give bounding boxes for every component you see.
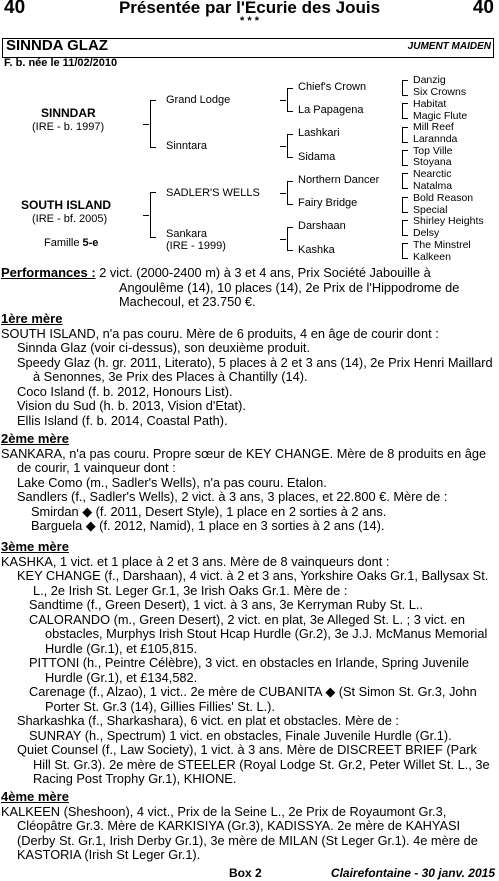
title-stars: * * *: [240, 15, 259, 27]
brace-gen2-dam: [150, 192, 151, 238]
gen4-13: Delsy: [413, 227, 440, 239]
gen4-4: Mill Reef: [413, 121, 454, 133]
dam-detail: (IRE - bf. 2005): [32, 213, 108, 225]
gen4-6: Top Ville: [413, 145, 453, 157]
gen2-2: SADLER'S WELLS: [166, 187, 260, 199]
family: Famille 5-e: [44, 237, 99, 249]
dam2-item: Barguela ◆ (f. 2012, Namid), 1 place en 3 sorties à 2 ans (14).: [31, 518, 385, 533]
dam3-item: Sandtime (f., Green Desert), 1 vict. à 3 ans, 3e Kerryman Ruby St. L..: [29, 597, 424, 612]
dam2-item: Sandlers (f., Sadler's Wells), 2 vict. à 3 ans, 3 places, et 22.800 €. Mère de :: [17, 489, 448, 504]
dam1-item: Sinnda Glaz (voir ci-dessus), son deuxième produit.: [17, 340, 311, 355]
dam2-heading: 2ème mère: [1, 431, 69, 446]
dam3-item: KEY CHANGE (f., Darshaan), 4 vict. à 2 et 3 ans, Yorkshire Oaks Gr.1, Ballysax St. L., 2e Irish St. Leger Gr.1, 3e Irish Oaks Gr.1. Mère de :: [17, 568, 489, 598]
dam3-section: [1, 540, 497, 787]
dam3-item: PITTONI (h., Peintre Célèbre), 3 vict. en obstacles en Irlande, Spring Juvenile Hurdle (Gr.1), et £134,582.: [29, 655, 470, 685]
gen4-5: Larannda: [413, 133, 458, 145]
dam3-item: Quiet Counsel (f., Law Society), 1 vict. à 3 ans. Mère de DISCREET BRIEF (Park Hill St. Gr.3). 2e mère de STEELER (Royal Lodge St. Gr.2, Peter Willet St. L., 3e Racing Post Trophy Gr.1), KHIONE.: [17, 742, 490, 786]
gen3-2: Lashkari: [298, 127, 340, 139]
page-title: Présentée par l'Ecurie des Jouis: [118, 0, 381, 17]
gen4-3: Magic Flute: [413, 110, 468, 122]
birth-info: F. b. née le 11/02/2010: [4, 57, 118, 69]
gen4-7: Stoyana: [413, 156, 452, 168]
gen3-1: La Papagena: [298, 104, 364, 116]
dam1-section: [1, 312, 497, 428]
gen3-7: Kashka: [298, 244, 335, 256]
dam1-intro: SOUTH ISLAND, n'a pas couru. Mère de 6 produits, 4 en âge de courir dont :: [1, 325, 439, 341]
dam3-intro: KASHKA, 1 vict. et 1 place à 2 et 3 ans. Mère de 8 vainqueurs dont :: [1, 553, 390, 569]
dam4-heading: 4ème mère: [1, 789, 69, 804]
gen4-0: Danzig: [413, 74, 446, 86]
gen3-4: Northern Dancer: [298, 174, 380, 186]
dam4-section: [1, 790, 497, 863]
sex-status: JUMENT MAIDEN: [407, 41, 491, 52]
sire-detail: (IRE - b. 1997): [32, 121, 105, 133]
gen4-1: Six Crowns: [413, 86, 467, 98]
dam2-intro: SANKARA, n'a pas couru. Propre sœur de KEY CHANGE. Mère de 8 produits en âge de courir, 1 vainqueur dont :: [1, 445, 487, 475]
gen2-0: Grand Lodge: [166, 94, 231, 106]
footer-sale: Clairefontaine - 30 janv. 2015: [330, 866, 495, 880]
horse-name: SINNDA GLAZ: [6, 37, 108, 54]
gen3-5: Fairy Bridge: [298, 197, 358, 209]
dam2-item: Smirdan ◆ (f. 2011, Desert Style), 1 place en 2 sorties à 2 ans.: [31, 503, 387, 519]
gen4-2: Habitat: [413, 98, 447, 110]
gen4-8: Nearctic: [413, 168, 452, 180]
gen2-1: Sinntara: [166, 140, 207, 152]
sire-name: SINNDAR: [41, 106, 96, 120]
dam1-item: Coco Island (f. b. 2012, Honours List).: [17, 383, 233, 399]
gen3-3: Sidama: [298, 151, 336, 163]
lot-number-right: 40: [472, 0, 494, 18]
dam3-heading: 3ème mère: [1, 539, 69, 554]
dam-name: SOUTH ISLAND: [21, 198, 111, 212]
dam3-item: SUNRAY (h., Spectrum) 1 vict. en obstacles, Finale Juvenile Hurdle (Gr.1).: [29, 727, 452, 743]
dam3-item: Sharkashka (f., Sharkashara), 6 vict. en plat et obstacles. Mère de :: [17, 713, 399, 728]
dam3-item: Carenage (f., Alzao), 1 vict.. 2e mère de CUBANITA ◆ (St Simon St. Gr.3, John Porter St. Gr.3 (14), Gillies Fillies' St. L.).: [29, 684, 477, 714]
dam2-item: Lake Como (m., Sadler's Wells), n'a pas couru. Etalon.: [17, 474, 327, 490]
gen3-0: Chief's Crown: [298, 81, 367, 93]
brace-gen2-sire: [150, 100, 151, 148]
performances: [1, 266, 497, 310]
dam1-item: Vision du Sud (h. b. 2013, Vision d'Etat).: [17, 398, 246, 413]
gen4-10: Bold Reason: [413, 192, 474, 204]
gen2-3: Sankara: [166, 228, 207, 240]
dam3-item: CALORANDO (m., Green Desert), 2 vict. en plat, 3e Alleged St. L. ; 3 vict. en obstacles, Murphys Irish Stout Hcap Hurdle (Gr.2), 3e J.J. McManus Memorial Hurdle (Gr.1), et £105,815.: [29, 611, 488, 656]
dam1-item: Speedy Glaz (h. gr. 2011, Literato), 5 places à 2 et 3 ans (14), 2e Prix Henri Maillard à Senonnes, 3e Prix des Places à Chantilly (14).: [17, 354, 493, 384]
gen4-12: Shirley Heights: [413, 215, 484, 227]
dam4-text: KALKEEN (Sheshoon), 4 vict., Prix de la Seine L., 2e Prix de Royaumont Gr.3, Cléopâtre Gr.3. Mère de KARKISIYA (Gr.3), KADISSYA. 2e mère de KAHYASI (Derby St. Gr.1, Irish Derby Gr.1), 3e mère de MILAN (St Leger Gr.1). 4e mère de KASTORIA (Irish St Leger Gr.1).: [1, 803, 478, 862]
gen3-6: Darshaan: [298, 220, 346, 232]
dam1-heading: 1ère mère: [1, 311, 63, 326]
gen4-11: Special: [413, 204, 448, 216]
gen2-4: (IRE - 1999): [166, 240, 226, 252]
dam1-item: Ellis Island (f. b. 2014, Coastal Path).: [17, 412, 228, 428]
gen4-14: The Minstrel: [413, 239, 471, 251]
dam2-section: [1, 432, 497, 534]
gen4-15: Kalkeen: [413, 251, 451, 263]
performances-label: Performances :: [1, 265, 96, 280]
footer-box: Box 2: [229, 866, 262, 880]
gen4-9: Natalma: [413, 180, 453, 192]
performances-text: 2 vict. (2000-2400 m) à 3 et 4 ans, Prix Société Jabouille à Angoulême (14), 10 places (14), 2e Prix de l'Hippodrome de Machecoul, et 23.750 €.: [99, 265, 460, 309]
lot-number-left: 40: [4, 0, 26, 18]
